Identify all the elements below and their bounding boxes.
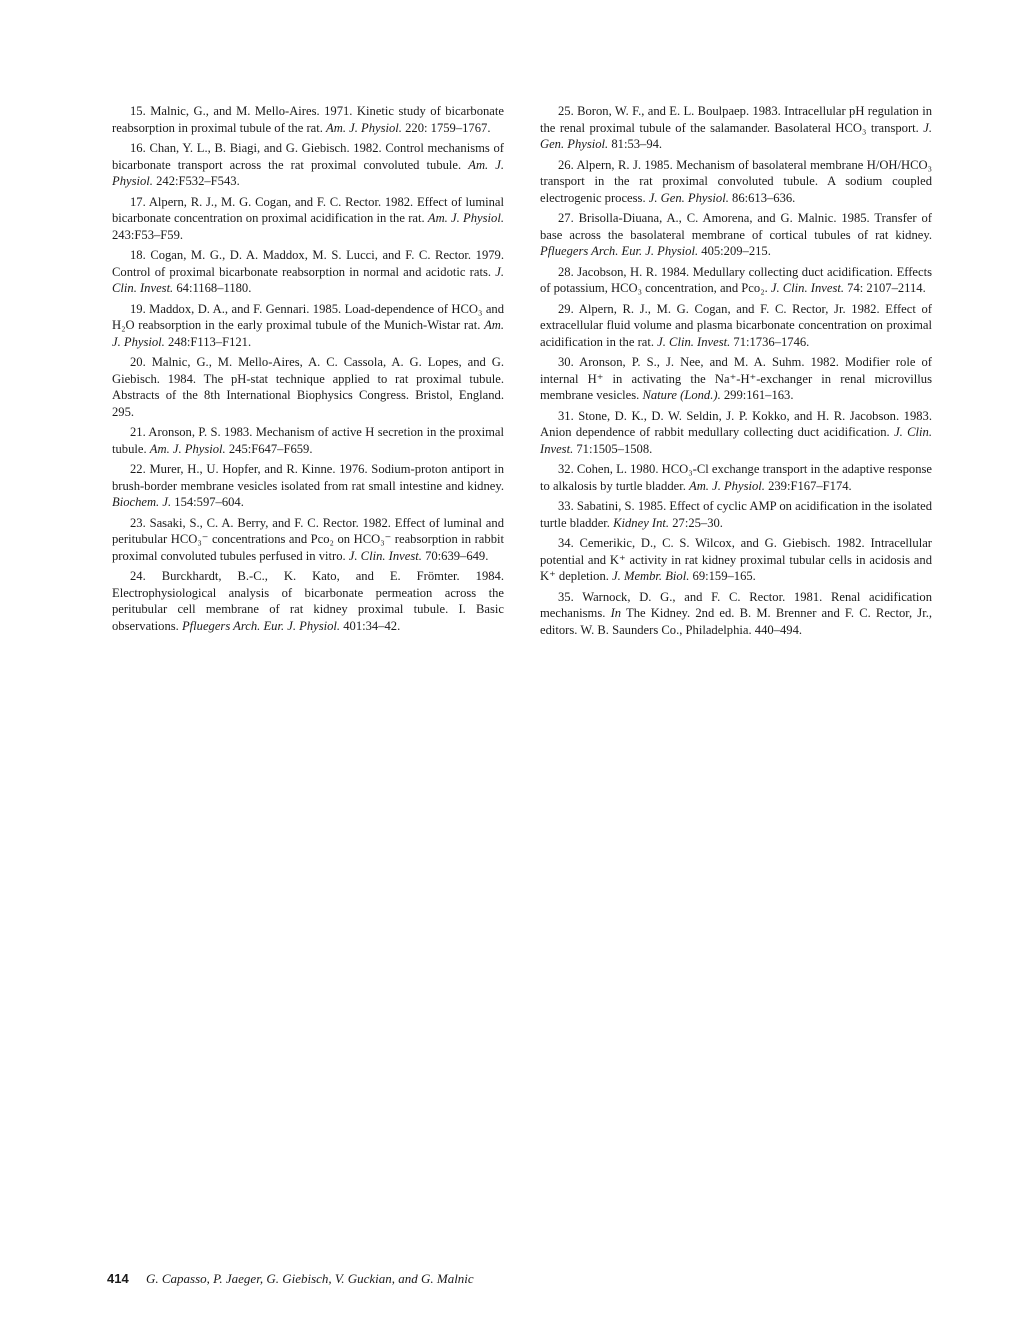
reference-26: 26. Alpern, R. J. 1985. Mechanism of basolateral membrane H/OH/HCO₃ transport in the rat proximal convoluted tubule. A sodium coupled electrogenic process. J. Gen. Physiol. 86:613–636. — [540, 157, 932, 205]
references-right-column — [540, 103, 932, 642]
reference-27: 27. Brisolla-Diuana, A., C. Amorena, and G. Malnic. 1985. Transfer of base across the basolateral membrane of cortical tubules of rat kidney. Pfluegers Arch. Eur. J. Physiol. 405:209–215. — [540, 211, 932, 258]
reference-22: 22. Murer, H., U. Hopfer, and R. Kinne. 1976. Sodium-proton antiport in brush-border membrane vesicles isolated from rat small intestine and kidney. Biochem. J. 154:597–604. — [112, 462, 504, 509]
reference-30: 30. Aronson, P. S., J. Nee, and M. A. Suhm. 1982. Modifier role of internal H⁺ in activating the Na⁺-H⁺-exchanger in renal microvillus membrane vesicles. Nature (Lond.). 299:161–163. — [540, 355, 932, 402]
reference-17: 17. Alpern, R. J., M. G. Cogan, and F. C. Rector. 1982. Effect of luminal bicarbonate concentration on proximal acidification in the rat. Am. J. Physiol. 243:F53–F59. — [112, 194, 504, 242]
page-footer — [107, 1271, 474, 1287]
reference-34: 34. Cemerikic, D., C. S. Wilcox, and G. Giebisch. 1982. Intracellular potential and K⁺ activity in rat kidney proximal tubular cells in acidosis and K⁺ depletion. J. Membr. Biol. 69:159–165. — [540, 536, 932, 583]
reference-21: 21. Aronson, P. S. 1983. Mechanism of active H secretion in the proximal tubule. Am. J. Physiol. 245:F647–F659. — [112, 425, 504, 456]
reference-24: 24. Burckhardt, B.-C., K. Kato, and E. Frömter. 1984. Electrophysiological analysis of bicarbonate permeation across the peritubular cell membrane of rat kidney proximal tubule. I. Basic observations. Pfluegers Arch. Eur. J. Physiol. 401:34–42. — [112, 569, 504, 633]
reference-15: 15. Malnic, G., and M. Mello-Aires. 1971. Kinetic study of bicarbonate reabsorption in proximal tubule of the rat. Am. J. Physiol. 220: 1759–1767. — [112, 104, 504, 135]
reference-35: 35. Warnock, D. G., and F. C. Rector. 1981. Renal acidification mechanisms. In The Kidney. 2nd ed. B. M. Brenner and F. C. Rector, Jr., editors. W. B. Saunders Co., Philadelphia. 440–494. — [540, 589, 932, 637]
reference-25: 25. Boron, W. F., and E. L. Boulpaep. 1983. Intracellular pH regulation in the renal proximal tubule of the salamander. Basolateral HCO₃ transport. J. Gen. Physiol. 81:53–94. — [540, 104, 932, 151]
reference-33: 33. Sabatini, S. 1985. Effect of cyclic AMP on acidification in the isolated turtle bladder. Kidney Int. 27:25–30. — [540, 499, 932, 530]
reference-32: 32. Cohen, L. 1980. HCO₃-Cl exchange transport in the adaptive response to alkalosis by turtle bladder. Am. J. Physiol. 239:F167–F174. — [540, 462, 932, 493]
reference-20: 20. Malnic, G., M. Mello-Aires, A. C. Cassola, A. G. Lopes, and G. Giebisch. 1984. The pH-stat technique applied to rat proximal tubule. Abstracts of the 8th International Biophysics Congress. Bristol, England. 295. — [112, 355, 504, 419]
reference-23: 23. Sasaki, S., C. A. Berry, and F. C. Rector. 1982. Effect of luminal and peritubular HCO₃⁻ concentrations and Pco₂ on HCO₃⁻ reabsorption in rabbit proximal convoluted tubules perfused in vitro. J. Clin. Invest. 70:639–649. — [112, 515, 504, 563]
references-left-column — [112, 103, 504, 638]
reference-29: 29. Alpern, R. J., M. G. Cogan, and F. C. Rector, Jr. 1982. Effect of extracellular fluid volume and plasma bicarbonate concentration on proximal acidification in the rat. J. Clin. Invest. 71:1736–1746. — [540, 301, 932, 349]
reference-19: 19. Maddox, D. A., and F. Gennari. 1985. Load-dependence of HCO₃ and H₂O reabsorption in the early proximal tubule of the Munich-Wistar rat. Am. J. Physiol. 248:F113–F121. — [112, 301, 504, 349]
reference-18: 18. Cogan, M. G., D. A. Maddox, M. S. Lucci, and F. C. Rector. 1979. Control of proximal bicarbonate reabsorption in normal and acidotic rats. J. Clin. Invest. 64:1168–1180. — [112, 248, 504, 295]
reference-31: 31. Stone, D. K., D. W. Seldin, J. P. Kokko, and H. R. Jacobson. 1983. Anion dependence of rabbit medullary collecting duct acidification. J. Clin. Invest. 71:1505–1508. — [540, 408, 932, 456]
reference-28: 28. Jacobson, H. R. 1984. Medullary collecting duct acidification. Effects of potassium, HCO₃ concentration, and Pco₂. J. Clin. Invest. 74: 2107–2114. — [540, 264, 932, 295]
page-number: 414 — [107, 1271, 129, 1286]
reference-16: 16. Chan, Y. L., B. Biagi, and G. Giebisch. 1982. Control mechanisms of bicarbonate transport across the rat proximal convoluted tubule. Am. J. Physiol. 242:F532–F543. — [112, 141, 504, 188]
running-authors: G. Capasso, P. Jaeger, G. Giebisch, V. Guckian, and G. Malnic — [145, 1271, 474, 1286]
